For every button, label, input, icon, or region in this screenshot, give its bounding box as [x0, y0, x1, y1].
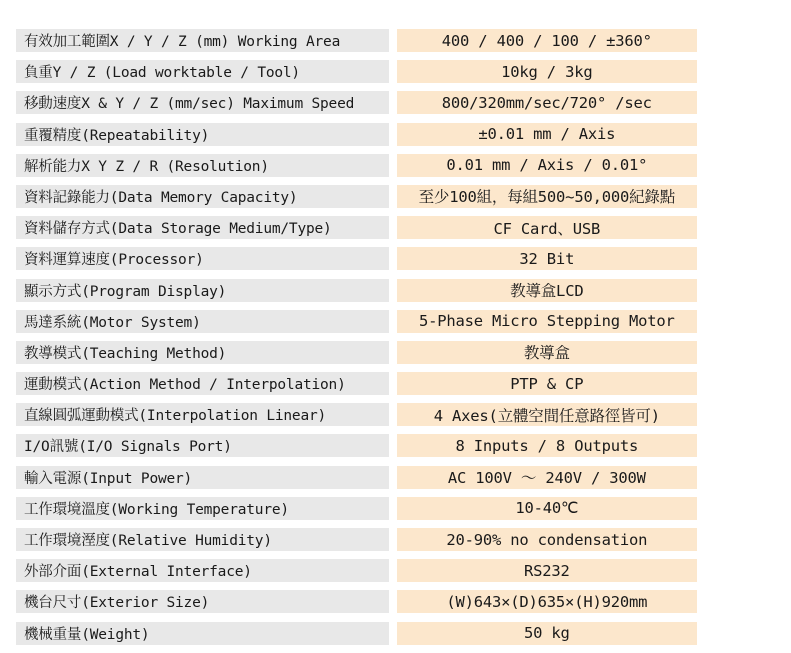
spec-label: 直線圓弧運動模式(Interpolation Linear) [16, 403, 389, 426]
spec-label: 顯示方式(Program Display) [16, 279, 389, 302]
spec-label: 資料運算速度(Processor) [16, 247, 389, 270]
spec-value: 400 / 400 / 100 / ±360° [397, 29, 697, 52]
spec-label: 外部介面(External Interface) [16, 559, 389, 582]
spec-label: 解析能力X Y Z / R (Resolution) [16, 154, 389, 177]
spec-row-exterior-size [16, 590, 697, 613]
spec-value: 教導盒LCD [397, 279, 697, 302]
spec-label: 機台尺寸(Exterior Size) [16, 590, 389, 613]
spec-label: 有效加工範圍X / Y / Z (mm) Working Area [16, 29, 389, 52]
spec-label: 工作環境溼度(Relative Humidity) [16, 528, 389, 551]
spec-row-working-temperature [16, 497, 697, 520]
spec-value: 32 Bit [397, 247, 697, 270]
spec-value: 800/320mm/sec/720° /sec [397, 91, 697, 114]
spec-value: RS232 [397, 559, 697, 582]
spec-row-memory-capacity [16, 185, 697, 208]
spec-value: 0.01 mm / Axis / 0.01° [397, 154, 697, 177]
spec-value: CF Card、USB [397, 216, 697, 239]
spec-label: 輸入電源(Input Power) [16, 466, 389, 489]
spec-label: 重覆精度(Repeatability) [16, 123, 389, 146]
spec-label: I/O訊號(I/O Signals Port) [16, 434, 389, 457]
spec-row-external-interface [16, 559, 697, 582]
spec-row-working-area [16, 29, 697, 52]
spec-value: ±0.01 mm / Axis [397, 123, 697, 146]
spec-value: (W)643×(D)635×(H)920mm [397, 590, 697, 613]
spec-table [16, 29, 697, 653]
spec-value: 10-40℃ [397, 497, 697, 520]
spec-row-weight [16, 622, 697, 645]
spec-value: 教導盒 [397, 341, 697, 364]
spec-label: 移動速度X & Y / Z (mm/sec) Maximum Speed [16, 91, 389, 114]
spec-row-io-signals [16, 434, 697, 457]
spec-row-teaching-method [16, 341, 697, 364]
spec-row-load [16, 60, 697, 83]
spec-row-repeatability [16, 123, 697, 146]
spec-value: 10kg / 3kg [397, 60, 697, 83]
spec-row-program-display [16, 279, 697, 302]
spec-label: 資料記錄能力(Data Memory Capacity) [16, 185, 389, 208]
spec-row-action-method [16, 372, 697, 395]
spec-row-processor [16, 247, 697, 270]
spec-row-input-power [16, 466, 697, 489]
spec-row-resolution [16, 154, 697, 177]
spec-label: 運動模式(Action Method / Interpolation) [16, 372, 389, 395]
spec-row-relative-humidity [16, 528, 697, 551]
spec-value: 50 kg [397, 622, 697, 645]
spec-label: 馬達系統(Motor System) [16, 310, 389, 333]
spec-value: 20-90% no condensation [397, 528, 697, 551]
spec-label: 負重Y / Z (Load worktable / Tool) [16, 60, 389, 83]
spec-label: 資料儲存方式(Data Storage Medium/Type) [16, 216, 389, 239]
spec-value: 5-Phase Micro Stepping Motor [397, 310, 697, 333]
spec-value: PTP & CP [397, 372, 697, 395]
spec-row-interpolation-linear [16, 403, 697, 426]
spec-value: 4 Axes(立體空間任意路徑皆可) [397, 403, 697, 426]
spec-row-motor-system [16, 310, 697, 333]
spec-value: 8 Inputs / 8 Outputs [397, 434, 697, 457]
spec-label: 教導模式(Teaching Method) [16, 341, 389, 364]
spec-label: 工作環境溫度(Working Temperature) [16, 497, 389, 520]
spec-row-max-speed [16, 91, 697, 114]
spec-value: AC 100V ～ 240V / 300W [397, 466, 697, 489]
spec-row-storage-medium [16, 216, 697, 239]
spec-label: 機械重量(Weight) [16, 622, 389, 645]
spec-value: 至少100組，每組500~50,000紀錄點 [397, 185, 697, 208]
